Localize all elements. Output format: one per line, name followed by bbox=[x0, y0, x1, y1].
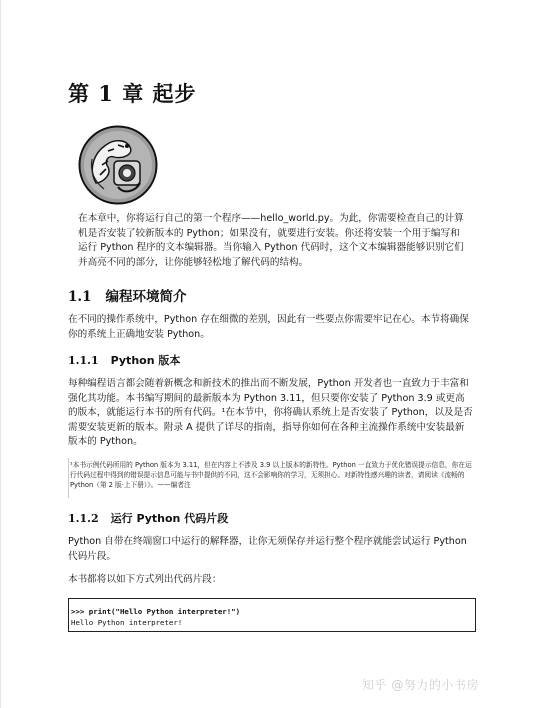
subsection-number: 1.1.1 bbox=[68, 354, 99, 367]
python-snake-emblem-icon bbox=[78, 125, 158, 205]
watermark: 知乎 @努力的小书房 bbox=[362, 678, 479, 692]
section-1-1-paragraph: 在不同的操作系统中，Python 存在细微的差别，因此有一些要点你需要牢记在心。本节将确保你的系统上正确地安装 Python。 bbox=[68, 314, 469, 340]
subsection-title: Python 版本 bbox=[110, 354, 181, 367]
section-1-1-1-paragraph: 每种编程语言都会随着新概念和新技术的推出而不断发展，Python 开发者也一直致力于丰富和强化其功能。本书编写期间的最新版本为 Python 3.11，但只要你安装了 Python 3.9 或更高的版本，就能运行本书的所有代码。¹在本节中，你将确认系统上是否安装了 Python，以及是否需要安装更新的版本。附录 A 提供了详尽的指南，指导你如何在各种主流操作系统中安装最新版本的 Python。 bbox=[68, 378, 473, 448]
section-1-1-2-paragraph: Python 自带在终端窗口中运行的解释器，让你无须保存并运行整个程序就能尝试运行 Python 代码片段。 bbox=[68, 536, 467, 562]
chapter-title: 第 1 章 起步 bbox=[68, 81, 197, 106]
code-listing bbox=[68, 598, 476, 632]
footnote: ¹本书示例代码所用的 Python 版本为 3.11，但在内容上不涉及 3.9 以上版本的新特性。Python 一直致力于优化错误提示信息，你在运行代码过程中得到的错误提示信息可能与书中提供的不同，这不会影响你的学习，无须担心。对新特性感兴趣的读者，请阅读《流畅的 Python（第 2 版·上下册）》。——编者注 bbox=[70, 461, 472, 489]
subsection-title: 运行 Python 代码片段 bbox=[110, 512, 229, 525]
section-1-1-heading bbox=[68, 285, 187, 305]
section-1-1-2-lead-in: 本书都将以如下方式列出代码片段： bbox=[68, 574, 222, 585]
footnote-rule bbox=[68, 458, 69, 498]
intro-paragraph: 在本章中，你将运行自己的第一个程序——hello_world.py。为此，你需要检查自己的计算机是否安装了较新版本的 Python；如果没有，就要进行安装。你还将安装一个用于编写和运行 Python 程序的文本编辑器。当你输入 Python 代码时，这个文本编辑器能够识别它们并高亮不同的部分，让你能够轻松地了解代码的结构。 bbox=[78, 213, 464, 268]
code-line-input: >>> print("Hello Python interpreter!") bbox=[71, 607, 241, 616]
subsection-number: 1.1.2 bbox=[68, 512, 99, 525]
section-1-1-1-heading bbox=[68, 352, 180, 368]
section-1-1-2-heading bbox=[68, 510, 228, 526]
section-number: 1.1 bbox=[68, 289, 92, 305]
section-title: 编程环境简介 bbox=[105, 289, 187, 305]
code-line-output: Hello Python interpreter! bbox=[71, 617, 183, 627]
